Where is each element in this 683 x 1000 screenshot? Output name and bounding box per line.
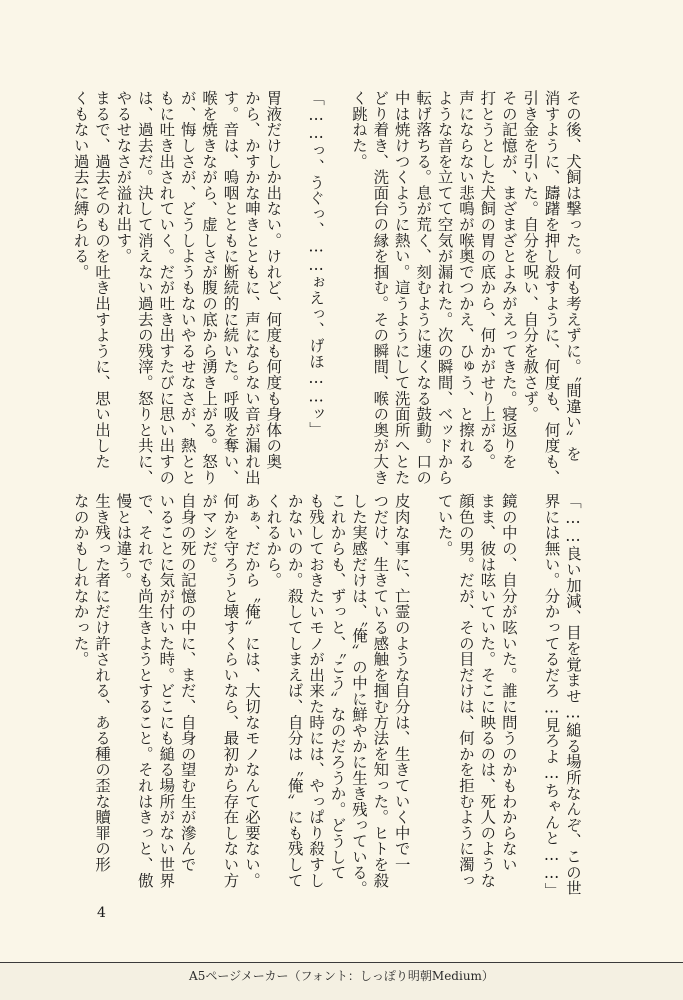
text-line: 生き残った者にだけ許される、ある種の歪な贖罪の形	[93, 493, 112, 873]
footer-divider	[0, 962, 683, 963]
text-line: は、過去だ。決して消えない過去の残滓。怒りと共に、	[135, 90, 154, 485]
text-line: 消すように、躊躇を押し殺すように、何度も、何度も、	[542, 90, 561, 485]
upper-text-block	[69, 90, 583, 485]
text-line: で、それでも尚生きようとすること。それはきっと、傲	[135, 493, 154, 888]
text-line: これからも、ずっと、〝こう〟なのだろうか。どうして	[328, 493, 347, 881]
text-line: 転げ落ちる。息が荒く、刻むように速くなる鼓動。口の	[414, 90, 433, 485]
text-line: 慢とは違う。	[114, 493, 133, 588]
text-line: がマシだ。	[200, 493, 219, 572]
text-line: くれるから。	[264, 493, 283, 588]
text-line: まるで、過去そのものを吐き出すように、思い出した	[93, 90, 112, 470]
dialogue-line: 「……良い加減、目を覚ませ…縋る場所なんぞ、この世	[564, 493, 582, 896]
text-line: 声にならない悲鳴が喉奥でつかえ、ひゅう、と擦れる	[456, 90, 475, 470]
dialogue-line: 「……っ、うぐっ、……ぉえっ、げほ……ッ」	[307, 90, 326, 438]
text-line: 顔色の男。だが、その目だけは、何かを拒むように濁っ	[456, 493, 475, 888]
text-line: つだけ、生きている感触を掴む方法を知った。ヒトを殺	[371, 493, 390, 888]
blank-line	[283, 90, 304, 470]
footer-caption: A5ページメーカー（フォント：しっぽり明朝Medium）	[189, 969, 494, 983]
lower-text-block	[69, 493, 583, 899]
blank-line	[412, 493, 433, 870]
text-line: かないのか。殺してしまえば、自分は〝俺〟にも残して	[285, 493, 304, 888]
text-line: その後、犬飼は撃った。何も考えずに。〝間違い〟を	[564, 90, 582, 462]
text-line: 自身の死の記憶の中に、まだ、自身の望む生が滲んで	[178, 493, 197, 873]
text-line: く跳ねた。	[349, 90, 368, 169]
text-line: やるせなさが溢れ出す。	[114, 90, 133, 264]
text-line: す。音は、嗚咽とともに断続的に続いた。呼吸を奪い、	[221, 90, 240, 485]
text-line: ような音を立てて空気が漏れた。次の瞬間、ベッドから	[435, 90, 454, 485]
text-line: 胃液だけしか出ない。けれど、何度も何度も身体の奥	[264, 90, 283, 470]
text-line: もに吐き出されていく。だが吐き出すたびに思い出すの	[157, 90, 176, 485]
text-line: から、かすかな呻きとともに、声にならない音が漏れ出	[242, 90, 261, 485]
text-line: あぁ、だから〝俺〟には、大切なモノなんて必要ない。	[242, 493, 261, 888]
text-line: くもない過去に縛られる。	[71, 90, 90, 280]
text-line: 中は焼けつくように熱い。這うようにして洗面所へとた	[392, 90, 411, 485]
text-line: 鏡の中の、自分が呟いた。誰に問うのかもわからない	[499, 493, 518, 873]
text-line: 何かを守ろうと壊すくらいなら、最初から存在しない方	[221, 493, 240, 888]
text-line: が、悔しさが、どうしようもないやるせなさが、熱とと	[178, 90, 197, 485]
dialogue-line: 界には無い。分かってるだろ…見ろよ…ちゃんと……」	[542, 493, 561, 899]
text-line: 皮肉な事に、亡霊のような自分は、生きていく中で一	[392, 493, 411, 873]
blank-line	[326, 90, 347, 470]
text-line: 引き金を引いた。自分を呪い、自分を赦さず。	[521, 90, 540, 422]
text-line: まま、彼は呟いていた。そこに映るのは、死人のような	[478, 493, 497, 888]
text-line: なのかもしれなかった。	[71, 493, 90, 667]
text-line: 打とうとした犬飼の胃の底から、何かがせり上がる。	[478, 90, 497, 470]
text-line: いることに気が付いた時。どこにも縋る場所がない世界	[157, 493, 176, 888]
text-line: も残しておきたいモノが出来た時には、やっぱり殺すし	[307, 493, 326, 888]
text-line: ていた。	[435, 493, 454, 557]
text-line: その記憶が、まざまざとよみがえってきた。寝返りを	[499, 90, 518, 470]
blank-line	[519, 493, 540, 870]
text-line: どり着き、洗面台の縁を掴む。その瞬間、喉の奥が大き	[371, 90, 390, 485]
text-line: 喉を焼きながら、虚しさが腹の底から湧き上がる。怒り	[200, 90, 219, 485]
text-line: した実感だけは、〝俺〟の中に鮮やかに生き残っている。	[349, 493, 368, 897]
page-number: 4	[97, 905, 106, 921]
